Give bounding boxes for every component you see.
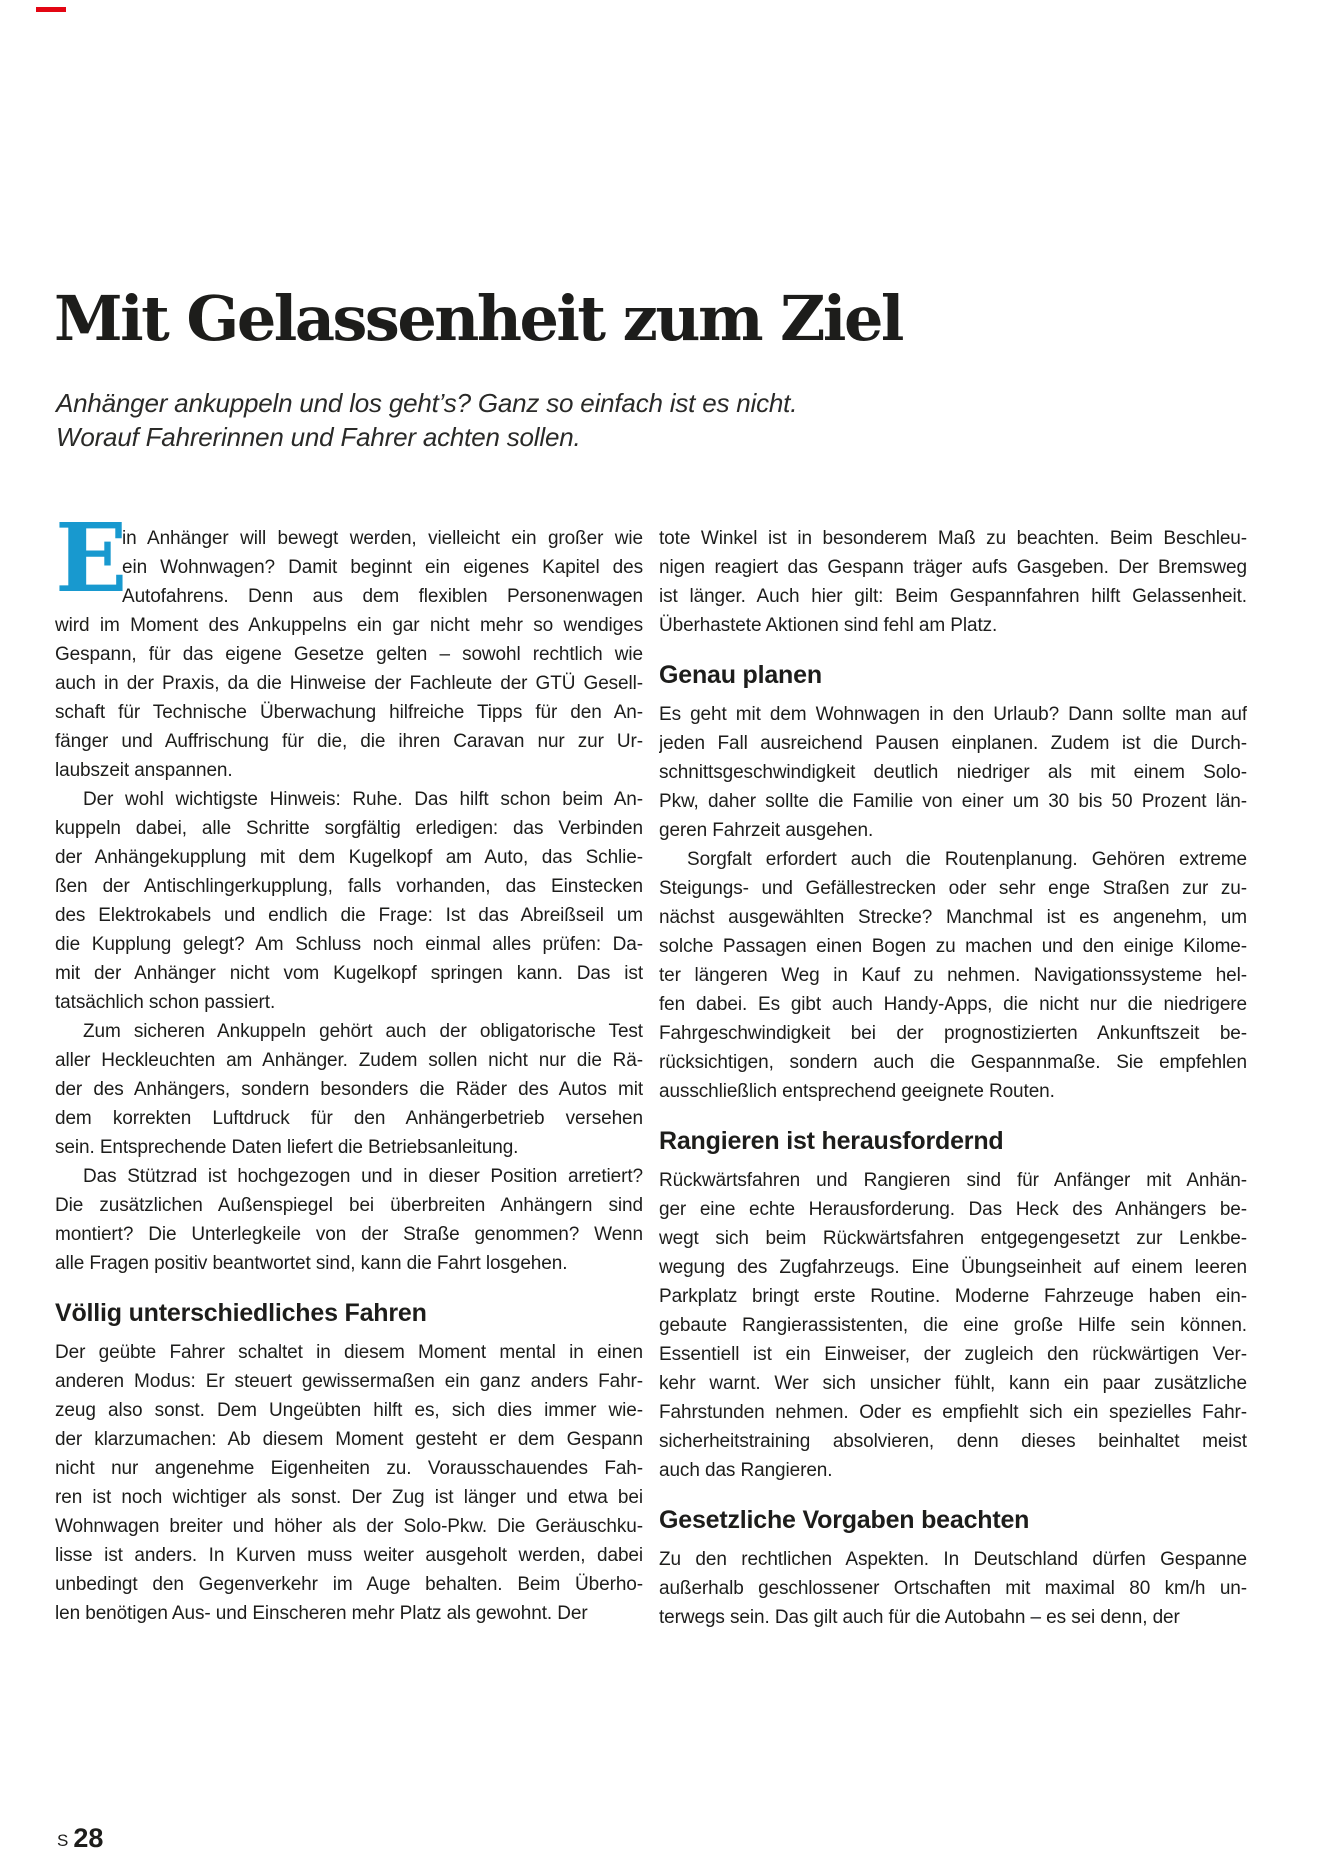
subtitle-line: Anhänger ankuppeln und los geht’s? Ganz so einfach ist es nicht.	[56, 388, 798, 418]
text-line: ter längeren Weg in Kauf zu nehmen. Navigationssysteme hel-	[659, 965, 1247, 986]
subtitle-line: Worauf Fahrerinnen und Fahrer achten sollen.	[56, 422, 581, 452]
text-line: schnittsgeschwindigkeit deutlich niedriger als mit einem Solo-	[659, 762, 1247, 783]
text-line: alle Fragen positiv beantwortet sind, kann die Fahrt losgehen.	[55, 1253, 568, 1274]
section-heading: Rangieren ist herausfordernd	[659, 1127, 1004, 1155]
paragraph	[55, 1017, 643, 1162]
text-line: tote Winkel ist in besonderem Maß zu beachten. Beim Beschleu-	[659, 528, 1247, 549]
text-line: aller Heckleuchten am Anhänger. Zudem sollen nicht nur die Rä-	[55, 1050, 643, 1071]
text-line: jeden Fall ausreichend Pausen einplanen. Zudem ist die Durch-	[659, 733, 1247, 754]
paragraph	[659, 524, 1247, 640]
page-number-value: 28	[73, 1823, 104, 1853]
text-line: schaft für Technische Überwachung hilfreiche Tipps für den An-	[55, 702, 643, 723]
text-line: len benötigen Aus- und Einscheren mehr Platz als gewohnt. Der	[55, 1603, 588, 1624]
text-line: kehr warnt. Wer sich unsicher fühlt, kann ein paar zusätzliche	[659, 1373, 1247, 1394]
text-line: Die zusätzlichen Außenspiegel bei überbreiten Anhängern sind	[55, 1195, 643, 1216]
text-line: der des Anhängers, sondern besonders die Räder des Autos mit	[55, 1079, 643, 1100]
text-line: zeug also sonst. Dem Ungeübten hilft es, sich dies immer wie-	[55, 1400, 643, 1421]
text-line: nicht nur angenehme Eigenheiten zu. Vorausschauendes Fah-	[55, 1458, 643, 1479]
text-line: Zum sicheren Ankuppeln gehört auch der obligatorische Test	[83, 1021, 643, 1042]
text-line: Autofahrens. Denn aus dem flexiblen Personenwagen	[122, 586, 643, 607]
drop-cap: E	[55, 503, 128, 614]
section-heading: Genau planen	[659, 661, 822, 689]
column-right	[659, 524, 1247, 1632]
text-line: Essentiell ist ein Einweiser, der zugleich den rückwärtigen Ver-	[659, 1344, 1247, 1365]
text-line: Fahrgeschwindigkeit bei der prognostizierten Ankunftszeit be-	[659, 1023, 1247, 1044]
text-line: solche Passagen einen Bogen zu machen und den einige Kilome-	[659, 936, 1247, 957]
section-heading: Völlig unterschiedliches Fahren	[55, 1299, 427, 1327]
article-title: Mit Gelassenheit zum Ziel	[54, 281, 902, 355]
text-line: gebaute Rangierassistenten, die eine große Hilfe sein können.	[659, 1315, 1247, 1336]
text-line: Rückwärtsfahren und Rangieren sind für Anfänger mit Anhän-	[659, 1170, 1247, 1191]
paragraph	[55, 503, 643, 785]
text-line: rücksichtigen, sondern auch die Gespannmaße. Sie empfehlen	[659, 1052, 1247, 1073]
page-number-prefix: S	[57, 1831, 69, 1850]
paragraph	[659, 700, 1247, 845]
text-line: Sorgfalt erfordert auch die Routenplanung. Gehören extreme	[687, 849, 1247, 870]
paragraph	[55, 1162, 643, 1278]
section-heading: Gesetzliche Vorgaben beachten	[659, 1506, 1030, 1534]
text-line: nigen reagiert das Gespann träger aufs Gasgeben. Der Bremsweg	[659, 557, 1247, 578]
paragraph	[659, 1166, 1247, 1485]
text-line: Zu den rechtlichen Aspekten. In Deutschland dürfen Gespanne	[659, 1549, 1247, 1570]
text-line: sein. Entsprechende Daten liefert die Betriebsanleitung.	[55, 1137, 519, 1158]
text-line: ist länger. Auch hier gilt: Beim Gespannfahren hilft Gelassenheit.	[659, 586, 1247, 607]
text-line: der klarzumachen: Ab diesem Moment gesteht er dem Gespann	[55, 1429, 643, 1450]
text-line: Überhastete Aktionen sind fehl am Platz.	[659, 615, 998, 636]
text-line: wegung des Zugfahrzeugs. Eine Übungseinheit auf einem leeren	[659, 1257, 1247, 1278]
page-number	[57, 1823, 103, 1854]
text-line: sicherheitstraining absolvieren, denn dieses beinhaltet meist	[659, 1431, 1247, 1452]
text-line: montiert? Die Unterlegkeile von der Straße genommen? Wenn	[55, 1224, 643, 1245]
text-line: geren Fahrzeit ausgehen.	[659, 820, 874, 841]
text-line: Pkw, daher sollte die Familie von einer um 30 bis 50 Prozent län-	[659, 791, 1247, 812]
text-line: auch in der Praxis, da die Hinweise der Fachleute der GTÜ Gesell-	[55, 673, 643, 694]
text-line: ausschließlich entsprechend geeignete Routen.	[659, 1081, 1055, 1102]
text-line: Es geht mit dem Wohnwagen in den Urlaub? Dann sollte man auf	[659, 704, 1247, 725]
crop-mark	[36, 7, 66, 12]
text-line: Parkplatz bringt erste Routine. Moderne Fahrzeuge haben ein-	[659, 1286, 1247, 1307]
text-line: Wohnwagen breiter und höher als der Solo-Pkw. Die Geräuschku-	[55, 1516, 643, 1537]
text-line: ein Wohnwagen? Damit beginnt ein eigenes Kapitel des	[122, 557, 643, 578]
paragraph	[659, 845, 1247, 1106]
text-line: ren ist noch wichtiger als sonst. Der Zug ist länger und etwa bei	[55, 1487, 643, 1508]
text-line: in Anhänger will bewegt werden, vielleicht ein großer wie	[122, 528, 643, 549]
text-line: laubszeit anspannen.	[55, 760, 233, 781]
text-line: Das Stützrad ist hochgezogen und in dieser Position arretiert?	[83, 1166, 643, 1187]
column-left	[55, 503, 643, 1628]
text-line: nächst ausgewählten Strecke? Manchmal ist es angenehm, um	[659, 907, 1247, 928]
text-line: anderen Modus: Er steuert gewissermaßen ein ganz anders Fahr-	[55, 1371, 643, 1392]
text-line: fänger und Auffrischung für die, die ihren Caravan nur zur Ur-	[55, 731, 643, 752]
text-line: fen dabei. Es gibt auch Handy-Apps, die nicht nur die niedrigere	[659, 994, 1247, 1015]
text-line: wegt sich beim Rückwärtsfahren entgegengesetzt zur Lenkbe-	[659, 1228, 1247, 1249]
text-line: die Kupplung gelegt? Am Schluss noch einmal alles prüfen: Da-	[55, 934, 643, 955]
article-subtitle	[56, 386, 797, 454]
text-line: mit der Anhänger nicht vom Kugelkopf springen kann. Das ist	[55, 963, 643, 984]
paragraph	[55, 1338, 643, 1628]
text-line: Gespann, für das eigene Gesetze gelten – sowohl rechtlich wie	[55, 644, 643, 665]
text-line: terwegs sein. Das gilt auch für die Autobahn – es sei denn, der	[659, 1607, 1180, 1628]
text-line: der Anhängekupplung mit dem Kugelkopf am Auto, das Schlie-	[55, 847, 643, 868]
text-line: außerhalb geschlossener Ortschaften mit maximal 80 km/h un-	[659, 1578, 1247, 1599]
text-line: des Elektrokabels und endlich die Frage: Ist das Abreißseil um	[55, 905, 643, 926]
text-line: tatsächlich schon passiert.	[55, 992, 276, 1013]
text-line: kuppeln dabei, alle Schritte sorgfältig erledigen: das Verbinden	[55, 818, 643, 839]
text-line: Steigungs- und Gefällestrecken oder sehr enge Straßen zur zu-	[659, 878, 1247, 899]
text-line: unbedingt den Gegenverkehr im Auge behalten. Beim Überho-	[55, 1574, 643, 1595]
text-line: ßen der Antischlingerkupplung, falls vorhanden, das Einstecken	[55, 876, 643, 897]
paragraph	[659, 1545, 1247, 1632]
text-line: lisse ist anders. In Kurven muss weiter ausgeholt werden, dabei	[55, 1545, 643, 1566]
text-line: ger eine echte Herausforderung. Das Heck des Anhängers be-	[659, 1199, 1247, 1220]
text-line: Fahrstunden nehmen. Oder es empfiehlt sich ein spezielles Fahr-	[659, 1402, 1247, 1423]
text-line: auch das Rangieren.	[659, 1460, 833, 1481]
text-line: dem korrekten Luftdruck für den Anhängerbetrieb versehen	[55, 1108, 643, 1129]
text-line: Der geübte Fahrer schaltet in diesem Moment mental in einen	[55, 1342, 643, 1363]
text-line: wird im Moment des Ankuppelns ein gar nicht mehr so wendiges	[55, 615, 643, 636]
text-line: Der wohl wichtigste Hinweis: Ruhe. Das hilft schon beim An-	[83, 789, 643, 810]
paragraph	[55, 785, 643, 1017]
